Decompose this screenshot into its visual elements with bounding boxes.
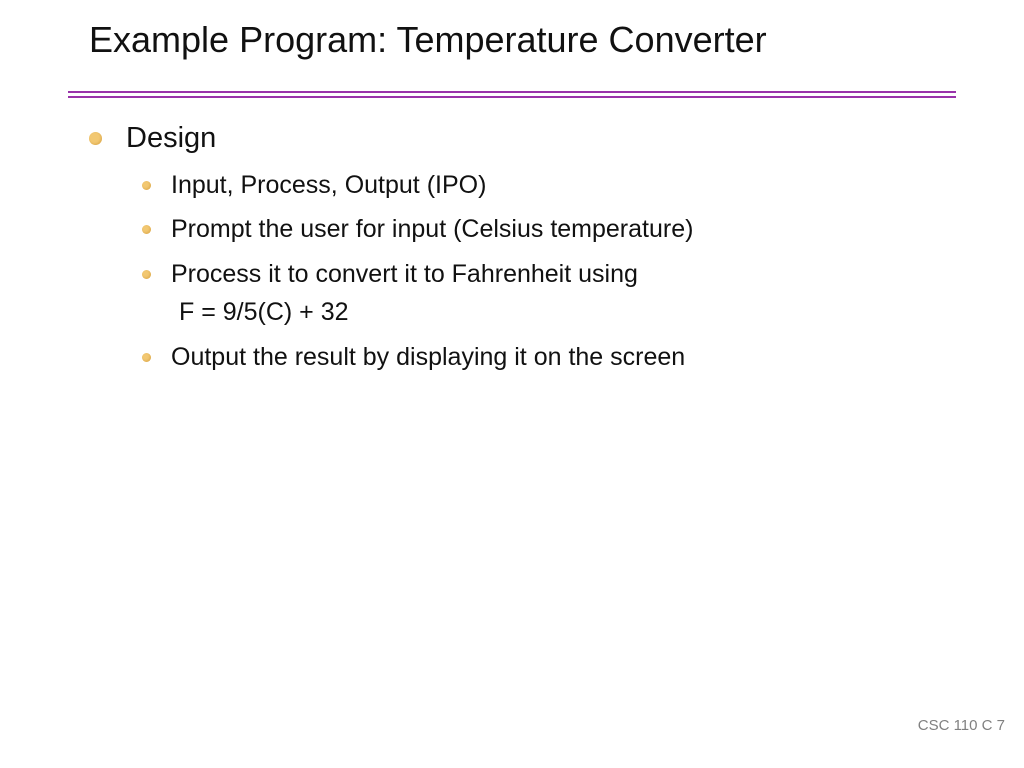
title-rule-top — [68, 91, 956, 93]
sub-bullet-marker-4 — [142, 353, 151, 362]
sub-bullet-text-2: Prompt the user for input (Celsius temperature) — [171, 215, 694, 243]
slide-title: Example Program: Temperature Converter — [89, 19, 767, 60]
sub-bullet-marker-2 — [142, 225, 151, 234]
title-rule-bottom — [68, 96, 956, 98]
bullet-design-marker — [89, 132, 102, 145]
formula-text: F = 9/5(C) + 32 — [179, 298, 349, 326]
bullet-design-text: Design — [126, 122, 217, 154]
sub-bullet-text-3: Process it to convert it to Fahrenheit using — [171, 260, 638, 288]
sub-bullet-marker-1 — [142, 181, 151, 190]
sub-bullet-text-4: Output the result by displaying it on the screen — [171, 343, 686, 371]
sub-bullet-text-1: Input, Process, Output (IPO) — [171, 171, 487, 199]
sub-bullet-marker-3 — [142, 270, 151, 279]
slide-footer: CSC 110 C 7 — [917, 717, 1005, 734]
